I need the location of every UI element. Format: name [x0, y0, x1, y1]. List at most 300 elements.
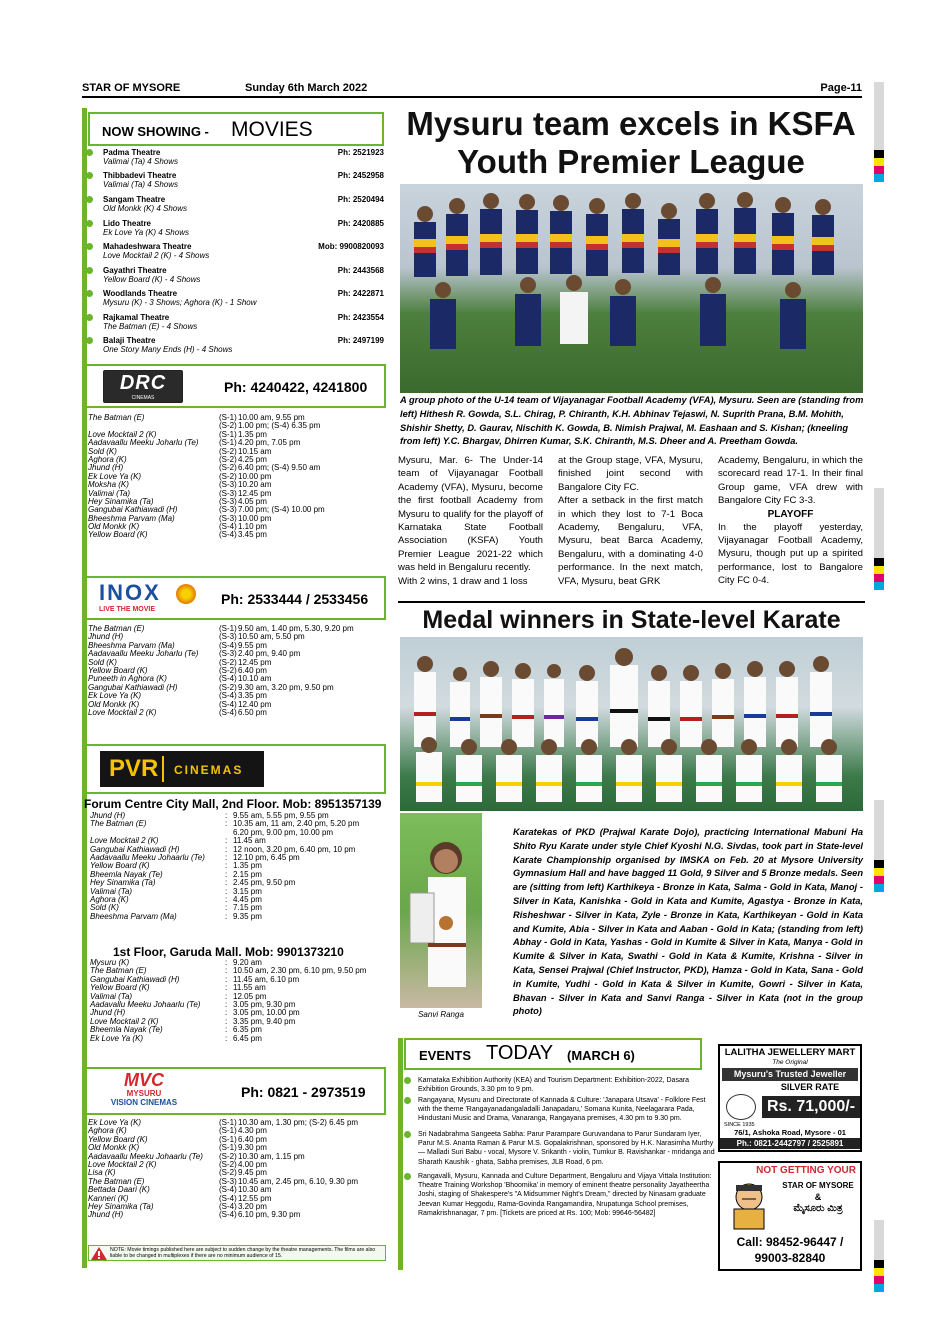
screen-number: (S-4) [219, 522, 237, 532]
movie-title: Ek Love Ya (K) [88, 471, 142, 481]
mvc-header-box [85, 1067, 386, 1115]
event-text: Rangavalli, Mysuru, Kannada and Culture Department, Bengaluru and Vijaya Vittala Institution: Theatre Training Workshop 'Bhoomika' in memory of eminent theatre personality Jayatheertha Joshi, staging of Shakespere's "A Midsummer Night's Dream," directed by Ninasam graduate Jeevan Kumar Heggodu, Rama-Govinda Rangamandira, Nrupatunga School premises, Ramakrishnanagar, 7 pm. [Tickets are priced at Rs. 100; Mob: 99646-56482] [418, 1173, 712, 1217]
separator: : [225, 852, 228, 862]
pvr-garuda-schedule [88, 959, 384, 1043]
pvr-forum-schedule [88, 812, 384, 921]
movie-title: Bheeshma Parvam (Ma) [88, 640, 175, 650]
color-registration-mark [874, 558, 884, 590]
separator: : [225, 811, 228, 820]
screen-number: (S-1) [219, 1134, 237, 1144]
drc-header-box [85, 364, 386, 408]
team-players-graphic [400, 184, 863, 393]
lalitha-ad [718, 1044, 862, 1152]
show-times: 3.05 pm, 9.30 pm [233, 999, 296, 1009]
gray-bar [874, 1220, 884, 1260]
theatre-name: Mahadeshwara Theatre [103, 242, 192, 251]
screen-number: (S-1) [219, 1126, 237, 1136]
separator: : [225, 991, 228, 1001]
separator: : [225, 878, 228, 888]
page-number: Page-11 [820, 82, 862, 94]
show-times: 2.15 pm [233, 869, 262, 879]
show-times: 1.35 pm [233, 861, 262, 871]
show-times: 4.30 pm [238, 1126, 267, 1136]
movie-title: Aadavallu Meeku Johaarlu (Te) [90, 999, 201, 1009]
movie-title: Lisa (K) [88, 1168, 116, 1178]
karate-students-graphic [400, 637, 863, 811]
screen-number: (S-1) [219, 1118, 237, 1127]
show-times: 7.00 pm; (S-4) 10.00 pm [238, 505, 325, 515]
screen-number: (S-2) [219, 657, 237, 667]
bullet-icon [404, 1131, 411, 1138]
theatre-name: Balaji Theatre [103, 336, 156, 345]
separator: : [225, 894, 228, 904]
screen-number: (S-2) [219, 682, 237, 692]
show-times: 1.00 pm; (S-4) 6.35 pm [238, 421, 321, 431]
show-times: 3.15 pm [233, 886, 262, 896]
show-times: 6.40 pm; (S-4) 9.50 am [238, 463, 321, 473]
screen-number: (S-3) [219, 513, 237, 523]
article2-headline: Medal winners in State-level Karate [422, 606, 841, 634]
show-times: 10.50 am, 5.50 pm [238, 632, 305, 642]
movie-title: Bheemla Nayak (Te) [90, 869, 163, 879]
movie-title: Bheeshma Parvam (Ma) [90, 911, 177, 921]
article1-column1: Mysuru, Mar. 6- The Under-14 team of Vijayanagar Football Academy (VFA), Mysuru, become the first football Academy from Mysuru to qualify for the playoff of Karnataka State Football Association (KSFA) Youth Premier League 2021-22 which was held in Bengaluru recently. With 2 wins, 1 draw and 1 loss [398, 455, 543, 587]
ad-amp: & [814, 1192, 822, 1202]
separator: : [225, 1033, 228, 1043]
show-times: 3.20 pm [238, 1201, 267, 1211]
screen-number: (S-1) [219, 624, 237, 633]
ad-call: Call: 98452-96447 / [736, 1235, 844, 1249]
screen-number: (S-3) [219, 649, 237, 659]
show-times: 9.30 am, 3.20 pm, 9.50 pm [238, 682, 334, 692]
screen-number: (S-4) [219, 1185, 237, 1195]
movie-title: Aadavaallu Meeku Joharlu (Te) [88, 649, 199, 659]
drc-logo: DRC CINEMAS [103, 370, 183, 403]
movie-title: Love Mocktail 2 (K) [88, 707, 157, 717]
bullet-icon [86, 243, 93, 250]
event-item [418, 1096, 718, 1124]
movie-title: Aadavaallu Meeku Johaarlu (Te) [88, 1151, 203, 1161]
screen-number: (S-1) [219, 438, 237, 448]
movie-title: Love Mocktail 2 (K) [90, 1016, 159, 1026]
ad-line3: ಮೈಸೂರು ಮಿತ್ರ [793, 1203, 843, 1214]
screen-number: (S-4) [219, 691, 237, 701]
separator: : [225, 999, 228, 1009]
show-times: 10.00 pm [238, 513, 272, 523]
theatre-name: Rajkamal Theatre [103, 313, 170, 322]
event-item [418, 1172, 718, 1218]
separator: : [225, 1025, 228, 1035]
schedule-row [88, 709, 384, 717]
movie-title: Jhund (H) [90, 811, 126, 820]
movie-title: Gangubai Kathiawadi (H) [90, 844, 180, 854]
pvr-logo: PVR CINEMAS [100, 751, 264, 787]
separator: : [225, 844, 228, 854]
schedule-row [88, 913, 384, 921]
show-times: 3.45 pm [238, 530, 267, 540]
screen-number: (S-2) [219, 463, 237, 473]
theatre-name: Thibbadevi Theatre [103, 171, 177, 180]
screen-number: (S-2) [219, 1159, 237, 1169]
mvc-logo: MVC MYSURU VISION CINEMAS [110, 1070, 178, 1107]
ad-line2: STAR OF MYSORE [782, 1181, 854, 1190]
event-text: Karnataka Exhibition Authority (KEA) and Tourism Department: Exhibition-2022, Dasara Exhibition Grounds, 3.30 pm to 9 pm. [418, 1077, 690, 1094]
separator: : [225, 903, 228, 913]
screen-number: (S-2) [219, 1151, 237, 1161]
movie-title: Sold (K) [88, 446, 117, 456]
movies-label: MOVIES [231, 118, 313, 141]
show-times: 12.45 pm [238, 657, 272, 667]
show-times: 1.10 pm [238, 522, 267, 532]
event-item [418, 1076, 718, 1094]
theatre-phone: Ph: 2423554 [337, 313, 384, 322]
movie-title: Kanneri (K) [88, 1193, 129, 1203]
bullet-icon [86, 172, 93, 179]
football-team-photo [400, 184, 863, 393]
show-times: 9.35 pm [233, 911, 262, 921]
screen-number: (S-2) [219, 665, 237, 675]
show-times: 10.45 am, 2.45 pm, 6.10, 9.30 pm [238, 1176, 359, 1186]
theatre-shows: Yellow Board (K) - 4 Shows [103, 275, 201, 284]
show-times: 10.10 am [238, 674, 272, 684]
show-times: 6.10 pm, 9.30 pm [238, 1210, 301, 1220]
show-times: 10.00 pm [238, 471, 272, 481]
separator: : [225, 886, 228, 896]
article1-column3 [718, 454, 863, 588]
bullet-icon [86, 290, 93, 297]
screen-number: (S-3) [219, 480, 237, 490]
screen-number: (S-2) [219, 446, 237, 456]
show-times: 11.45 am [233, 836, 266, 846]
mvc-phone: Ph: 0821 - 2973519 [241, 1084, 366, 1100]
movie-title: Jhund (H) [88, 463, 124, 473]
screen-number: (S-1) [219, 429, 237, 439]
bullet-icon [86, 220, 93, 227]
show-times: 4.05 pm [238, 496, 267, 506]
karate-group-photo [400, 637, 863, 811]
screen-number: (S-3) [219, 505, 237, 515]
inox-header-box [85, 576, 386, 620]
theatre-name: Padma Theatre [103, 148, 161, 157]
show-times: 2.40 pm, 9.40 pm [238, 649, 301, 659]
lalitha-slogan: Mysuru's Trusted Jeweller [722, 1068, 858, 1081]
theatre-phone: Ph: 2443568 [337, 266, 384, 275]
timings-note: NOTE: Movie timings published here are subject to sudden change by the theatre managements. The films are also liable to be changed in multiplexes if there are no minimum audience of 15. [88, 1245, 386, 1261]
movie-title: Jhund (H) [90, 1008, 126, 1018]
separator: : [225, 861, 228, 871]
bullet-icon [86, 267, 93, 274]
show-times: 12.45 pm [238, 488, 272, 498]
theatre-shows: One Story Many Ends (H) - 4 Shows [103, 345, 233, 354]
show-times: 9.50 am, 1.40 pm, 5.30, 9.20 pm [238, 624, 354, 633]
show-times: 10.15 am [238, 446, 272, 456]
lalitha-emblem-icon [726, 1094, 756, 1120]
bullet-icon [86, 149, 93, 156]
events-header: EVENTS TODAY (MARCH 6) [404, 1038, 702, 1070]
movie-title: Valimai (Ta) [90, 886, 133, 896]
show-times: 4.25 pm [238, 454, 267, 464]
movie-title: Sold (K) [88, 657, 117, 667]
screen-number: (S-2) [219, 471, 237, 481]
screen-number: (S-2) [219, 421, 237, 431]
ad-call2: 99003-82840 [754, 1251, 826, 1265]
lalitha-since: SINCE 1935 [724, 1122, 755, 1128]
screen-number: (S-4) [219, 1210, 237, 1220]
inox-phone: Ph: 2533444 / 2533456 [221, 591, 369, 607]
separator: : [225, 819, 228, 829]
event-text: Rangayana, Mysuru and Directorate of Kannada & Culture: 'Janapara Utsava' - Folklore Fest with the theme 'Rangayanadangaladalli Janapadaru,' Somana Kunita, Neelagarara Pada, Hindustani Music and Drama, Vanaranga, Rangayana premises, 4.30 pm to 9.30 pm. [418, 1097, 706, 1123]
movie-title: Ek Love Ya (K) [88, 1118, 142, 1127]
theatre-phone: Ph: 2420885 [337, 219, 384, 228]
inox-logo: INOX LIVE THE MOVIE [99, 581, 199, 617]
movie-title: Yellow Board (K) [88, 530, 148, 540]
movie-title: Aghora (K) [90, 894, 129, 904]
lalitha-tag: The Original [772, 1059, 808, 1066]
article1-column3a: Academy, Bengaluru, in which the scorecard read 17-1. In their final Group game, VFA drew with Bangalore City FC 3-3. [718, 455, 863, 507]
bullet-icon [86, 337, 93, 344]
show-times: 4.20 pm, 7.05 pm [238, 438, 301, 448]
masthead [82, 80, 862, 98]
separator: : [225, 836, 228, 846]
theatre-shows: Ek Love Ya (K) 4 Shows [103, 228, 189, 237]
mvc-schedule [88, 1119, 384, 1220]
gray-bar [874, 82, 884, 150]
screen-number: (S-4) [219, 640, 237, 650]
now-showing-header [88, 112, 384, 146]
warning-icon [91, 1247, 107, 1260]
screen-number: (S-3) [219, 488, 237, 498]
movie-title: Moksha (K) [88, 480, 129, 490]
show-times: 3.35 pm [238, 691, 267, 701]
show-times: 6.40 pm [238, 1134, 267, 1144]
movie-title: Valimai (Ta) [90, 991, 133, 1001]
show-times: 12.10 pm, 6.45 pm [233, 852, 300, 862]
screen-number: (S-1) [219, 413, 237, 422]
show-times: 10.30 am [238, 1185, 272, 1195]
movie-title: Gangubai Kathiawadi (H) [90, 974, 180, 984]
pvr-header-box [85, 744, 386, 794]
movie-title: Aghora (K) [88, 1126, 127, 1136]
show-times: 3.35 pm, 9.40 pm [233, 1016, 296, 1026]
drc-schedule [88, 414, 384, 540]
theatre-name: Woodlands Theatre [103, 289, 178, 298]
color-registration-mark [874, 1260, 884, 1292]
lalitha-address: 76/1, Ashoka Road, Mysore - 01 [734, 1128, 846, 1137]
screen-number: (S-2) [219, 454, 237, 464]
separator: : [225, 1008, 228, 1018]
movie-title: Love Mocktail 2 (K) [88, 429, 157, 439]
show-times: 6.45 pm [233, 1033, 262, 1043]
movie-title: Yellow Board (K) [88, 1134, 148, 1144]
gray-bar [874, 488, 884, 558]
show-times: 1.35 pm [238, 429, 267, 439]
events-green-rule [398, 1038, 403, 1270]
separator: : [225, 911, 228, 921]
show-times: 10.30 am, 1.30 pm; (S-2) 6.45 pm [238, 1118, 359, 1127]
inox-sun-icon [176, 584, 196, 604]
show-times: 12.40 pm [238, 699, 272, 709]
show-times: 10.30 am, 1.15 pm [238, 1151, 305, 1161]
movie-title: The Batman (E) [90, 966, 147, 976]
show-times: 2.45 pm, 9.50 pm [233, 878, 296, 888]
theatre-phone: Mob: 9900820093 [318, 242, 384, 251]
movie-title: Ek Love Ya (K) [90, 1033, 144, 1043]
color-registration-mark [874, 860, 884, 892]
separator: : [225, 966, 228, 976]
show-times: 12.55 pm [238, 1193, 272, 1203]
theatre-phone: Ph: 2422871 [337, 289, 384, 298]
theatre-phone: Ph: 2497199 [337, 336, 384, 345]
movie-title: Love Mocktail 2 (K) [90, 836, 159, 846]
schedule-row [88, 1035, 384, 1043]
bullet-icon [404, 1077, 411, 1084]
show-times: 9.45 pm [238, 1168, 267, 1178]
theatre-shows: Valimai (Ta) 4 Shows [103, 180, 178, 189]
movie-title: Yellow Board (K) [90, 983, 150, 993]
movie-title: The Batman (E) [88, 624, 145, 633]
screen-number: (S-4) [219, 699, 237, 709]
sanvi-ranga-photo [400, 813, 482, 1008]
screen-number: (S-4) [219, 530, 237, 540]
theatre-shows: Valimai (Ta) 4 Shows [103, 157, 178, 166]
separator: : [225, 958, 228, 967]
movie-title: The Batman (E) [90, 819, 147, 829]
show-times: 6.20 pm, 9.00 pm, 10.00 pm [233, 827, 334, 837]
theatre-shows: Mysuru (K) - 3 Shows; Aghora (K) - 1 Show [103, 298, 257, 307]
movie-title: Hey Sinamika (Ta) [88, 496, 154, 506]
ad-line1: NOT GETTING YOUR [756, 1165, 856, 1176]
movie-title: Puneeth in Aghora (K) [88, 674, 167, 684]
separator: : [225, 974, 228, 984]
issue-date: Sunday 6th March 2022 [245, 82, 368, 94]
screen-number: (S-1) [219, 1143, 237, 1153]
article1-column2: at the Group stage, VFA, Mysuru, finished joint second with Bangalore City FC. After a setback in the first match in which they lost to 7-1 Boca Academy, Bengaluru, VFA, Mysuru, beat Barca Academy, Bengaluru, with a dominating 4-0 performance. In the next match, VFA, Mysuru, beat GRK [558, 455, 703, 587]
article1-caption: A group photo of the U-14 team of Vijayanagar Football Academy (VFA), Mysuru. Seen are (standing from left) Hithesh R. Gowda, S.L. Chirag, P. Chiranth, K.H. Abhinav Tejaswi, N. Suprith Prana, B.M. Mohith, Shishir Shetty, D. Gaurav, Nischith K. Gowda, B. Nimish Prajwal, M. Eashaan and S. Kishan; (kneeling from left) Y.C. Bhargav, Dhirren Kumar, S.K. Chiranth, M.S. Dheer and A. Preetham Gowda. [400, 395, 864, 447]
event-text: Sri Nadabrahma Sangeeta Sabha: Parur Parampare Guruvandana to Parur Sundaram Iyer, Parur M.S. Ananta Raman & Parur M.S. Gopalakrishnan, sponsored by H.K. Narasimha Murthy — Malladi Suri Babu - vocal, Mysore V. Srikanth - violin, Tumkur B. Ravishankar - mridanga and Sharath Kaushik - ghata, Sabha premises, JLB Road, 6 pm. [418, 1131, 715, 1166]
movie-title: Mysuru (K) [90, 958, 130, 967]
bullet-icon [86, 196, 93, 203]
bullet-icon [404, 1097, 411, 1104]
show-times: 9.30 pm [238, 1143, 267, 1153]
movie-title: Old Monkk (K) [88, 522, 140, 532]
screen-number: (S-4) [219, 674, 237, 684]
screen-number: (S-4) [219, 1193, 237, 1203]
show-times: 12.05 pm [233, 991, 267, 1001]
article1-headline: Mysuru team excels in KSFA Youth Premier League [406, 105, 856, 180]
silver-price: Rs. 71,000/- [762, 1096, 860, 1118]
movie-title: Aadavaallu Meeku Joharlu (Te) [88, 438, 199, 448]
show-times: 10.35 am, 11 am, 2.40 pm, 5.20 pm [233, 819, 360, 829]
pvr-forum-heading: Forum Centre City Mall, 2nd Floor. Mob: 8951357139 [84, 797, 382, 811]
movie-title: Bheemla Nayak (Te) [90, 1025, 163, 1035]
show-times: 10.50 am, 2.30 pm, 6.10 pm, 9.50 pm [233, 966, 367, 976]
bullet-icon [86, 314, 93, 321]
silver-rate-label: SILVER RATE [780, 1082, 840, 1092]
show-times: 6.40 pm [238, 665, 267, 675]
movie-title: Valimai (Ta) [88, 488, 131, 498]
show-times: 9.20 am [233, 958, 262, 967]
movie-title: Yellow Board (K) [90, 861, 150, 871]
now-showing-label: NOW SHOWING - [102, 124, 209, 139]
article2-caption: Karatekas of PKD (Prajwal Karate Dojo), practicing International Mabuni Ha Shito Ryu Karate under style Chief Kyoshi N.G. Sivdas, took part in State-level Karate Championship organised by IMSKA on Feb. 20 at Mysore University Gymnasium Hall and have bagged 11 Gold, 9 Silver and 5 Bronze medals. Seen are (sitting from left) Karthikeya - Bronze in Kata, Salma - Gold in Kata, Manoj - Silver in Kata, Kanishka - Gold in Kata and Kumite, Agastya - Bronze in Kata, Risheshwar - Silver in Kata, Zyle - Bronze in Kata, Karthikeyan - Gold in Kata and Kumite, Abia - Silver in Kata and Aaban - Gold in Kata; (standing from left) Abhay - Gold in Kata, Yashas - Gold in Kumite & Silver in Kata, Manya - Gold in Kumite & Silver in Kata, Swathi - Gold in Kata & Kumite, Krishna - Silver in Kata, Sensei Prajwal (Chief Instructor, PKD), Hamza - Gold in Kata, Sana - Gold in Kumite, Yudhi - Gold in Kata & Silver in Kumite, Gowri - Silver in Kata, Bhavan - Silver in Kata and Sanvi Ranga - Silver in Kata (not in the group photo) [513, 827, 863, 1017]
inox-schedule [88, 625, 384, 717]
section-rule [398, 601, 865, 603]
movie-title: Love Mocktail 2 (K) [88, 1159, 157, 1169]
movie-title: Yellow Board (K) [88, 665, 148, 675]
schedule-row [88, 531, 384, 539]
movie-title: Old Monkk (K) [88, 699, 140, 709]
movie-title: Gangubai Kathiawadi (H) [88, 505, 178, 515]
separator: : [225, 869, 228, 879]
theatre-shows: Old Monkk (K) 4 Shows [103, 204, 188, 213]
paper-name: STAR OF MYSORE [82, 82, 181, 94]
show-times: 11.55 am [233, 983, 266, 993]
movie-title: Bettada Daari (K) [88, 1185, 150, 1195]
show-times: 6.35 pm [233, 1025, 262, 1035]
theatre-name: Gayathri Theatre [103, 266, 167, 275]
theatre-name: Lido Theatre [103, 219, 152, 228]
separator: : [225, 983, 228, 993]
bullet-icon [404, 1173, 411, 1180]
theatre-shows: The Batman (E) - 4 Shows [103, 322, 198, 331]
screen-number: (S-3) [219, 632, 237, 642]
movie-title: Bheeshma Parvam (Ma) [88, 513, 175, 523]
show-times: 3.05 pm, 10.00 pm [233, 1008, 300, 1018]
lalitha-name: LALITHA JEWELLERY MART [724, 1047, 856, 1058]
playoff-subhead: PLAYOFF [767, 508, 814, 520]
separator: : [225, 1016, 228, 1026]
show-times: 10.00 am, 9.55 pm [238, 413, 305, 422]
pvr-garuda-heading: 1st Floor, Garuda Mall. Mob: 9901373210 [113, 945, 344, 959]
movie-title: Hey Sinamika (Ta) [88, 1201, 154, 1211]
show-times: 6.50 pm [238, 707, 267, 717]
event-item [418, 1130, 718, 1167]
movie-title: Jhund (H) [88, 1210, 124, 1220]
theatre-name: Sangam Theatre [103, 195, 166, 204]
cartoon-man-icon [722, 1177, 776, 1231]
schedule-row [88, 1211, 384, 1219]
show-times: 11.45 am, 6.10 pm [233, 974, 300, 984]
screen-number: (S-4) [219, 707, 237, 717]
color-registration-mark [874, 150, 884, 182]
movie-title: Old Monkk (K) [88, 1143, 140, 1153]
show-times: 9.55 pm [238, 640, 267, 650]
theatre-phone: Ph: 2521923 [337, 148, 384, 157]
show-times: 4.45 pm [233, 894, 262, 904]
theatre-phone: Ph: 2452958 [337, 171, 384, 180]
movie-title: Jhund (H) [88, 632, 124, 642]
movie-title: Hey Sinamika (Ta) [90, 878, 156, 888]
karate-girl-graphic [400, 813, 482, 1008]
theatre-shows: Love Mocktail 2 (K) - 4 Shows [103, 251, 210, 260]
theatre-phone: Ph: 2520494 [337, 195, 384, 204]
screen-number: (S-2) [219, 1168, 237, 1178]
screen-number: (S-4) [219, 1201, 237, 1211]
show-times: 4.00 pm [238, 1159, 267, 1169]
subscription-ad [718, 1161, 862, 1271]
movie-title: The Batman (E) [88, 1176, 145, 1186]
movie-title: Ek Love Ya (K) [88, 691, 142, 701]
inset-caption: Sanvi Ranga [418, 1010, 464, 1019]
movie-title: Aghora (K) [88, 454, 127, 464]
screen-number: (S-3) [219, 496, 237, 506]
article1-column3b: In the playoff yesterday, Vijayanagar Football Academy, Mysuru, though put up a spirited performance, lost to Bangalore City FC 0-4. [718, 521, 863, 587]
lalitha-phone: Ph.: 0821-2442797 / 2525891 [720, 1138, 860, 1149]
movie-title: Sold (K) [90, 903, 119, 913]
show-times: 9.55 am, 5.55 pm, 9.55 pm [233, 811, 329, 820]
show-times: 10.20 am [238, 480, 272, 490]
movie-title: Aadavaallu Meeku Johaarlu (Te) [90, 852, 205, 862]
